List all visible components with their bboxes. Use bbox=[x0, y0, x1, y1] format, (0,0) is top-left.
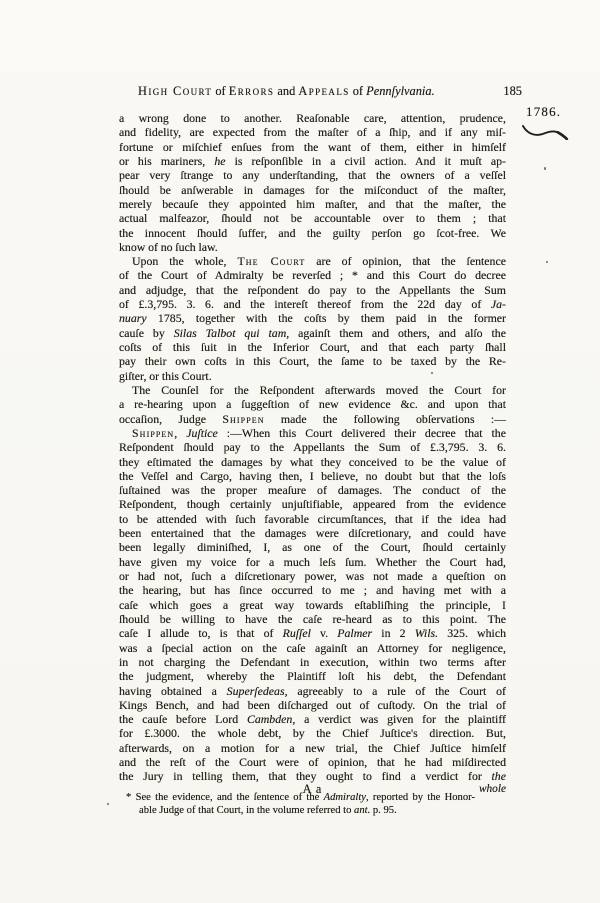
text-segment: the judgment, whereby the Plaintiff loſt his debt, the Defendant bbox=[119, 669, 506, 684]
text-line bbox=[119, 140, 506, 154]
text-line bbox=[119, 168, 506, 182]
text-segment: :—When this Court delivered their decree that the bbox=[217, 425, 506, 440]
text-segment: , bbox=[174, 425, 187, 440]
text-line bbox=[119, 226, 506, 240]
text-line bbox=[119, 641, 506, 655]
text-line bbox=[119, 483, 506, 497]
text-segment: in not charging the Defendant in execution, within two terms after bbox=[119, 654, 506, 669]
text-segment: Ja- bbox=[490, 297, 506, 312]
text-line bbox=[119, 369, 506, 383]
body-text bbox=[119, 111, 506, 784]
page-number: 185 bbox=[503, 84, 522, 98]
footnote-line bbox=[126, 805, 475, 818]
text-segment: fortune or miſchief enſues from the want of them, either in himſelf bbox=[119, 139, 506, 154]
text-line bbox=[119, 497, 506, 511]
text-segment: was a ſpecial action on the caſe againſt an Attorney for negligence, bbox=[119, 640, 506, 655]
text-segment: Reſpondent ſhould pay to the Appellants the Sum of £.3,795. 3. 6. bbox=[119, 440, 506, 455]
text-segment: The Counſel for the Reſpondent afterwards moved the Court for bbox=[132, 382, 506, 397]
paragraph bbox=[119, 426, 506, 784]
text-line bbox=[119, 698, 506, 712]
text-line bbox=[119, 583, 506, 597]
text-line bbox=[119, 125, 506, 139]
text-segment: they eſtimated the damages by what they conceived to be the value of bbox=[119, 454, 506, 469]
footnote bbox=[126, 792, 475, 817]
signature-mark: A a bbox=[302, 782, 323, 796]
text-segment: are of opinion, that the ſentence bbox=[305, 254, 506, 269]
text-segment: the Jury in telling them, that they ought to find a verdict for bbox=[119, 769, 492, 784]
text-segment: a re-hearing upon a ſuggeſtion of new evidence &c. and upon that bbox=[119, 397, 506, 412]
text-segment: caſe which goes a great way towards eſtabliſhing the principle, I bbox=[119, 597, 506, 612]
catchword: whole bbox=[479, 783, 506, 795]
text-segment: , a verdict was given for the plaintiff bbox=[292, 712, 506, 727]
text-segment: Cambden bbox=[246, 712, 293, 727]
paragraph bbox=[119, 254, 506, 383]
text-segment: 1785, together with the coſts by them paid in the former bbox=[146, 311, 506, 326]
print-speck bbox=[107, 803, 109, 805]
text-line bbox=[119, 183, 506, 197]
running-header bbox=[118, 84, 522, 98]
text-segment: is reſponſible in a civil action. And it muſt ap- bbox=[225, 153, 506, 168]
text-segment: Admiralty bbox=[323, 792, 366, 803]
text-line bbox=[119, 268, 506, 282]
text-segment: actual malfeazor, ſhould not be accountable over to them ; that bbox=[119, 211, 506, 226]
text-line bbox=[119, 197, 506, 211]
text-segment: ſuſtained was the proper meaſure of damages. The conduct of the bbox=[119, 483, 506, 498]
text-line bbox=[119, 283, 506, 297]
text-segment: the innocent ſhould ſuffer, and the guilty perſon go ſcot-free. We bbox=[119, 225, 506, 240]
text-segment: High Court bbox=[138, 84, 213, 98]
text-segment: coſts of this ſuit in the Inferior Court, and that each party ſhall bbox=[119, 340, 506, 354]
text-segment: able Judge of that Court, in the volume referred to bbox=[139, 804, 355, 816]
text-line bbox=[119, 669, 506, 683]
text-segment: having obtained a bbox=[119, 683, 227, 698]
print-speck bbox=[431, 372, 433, 374]
text-segment: made the following obſervations :— bbox=[264, 411, 506, 426]
text-segment: Juſtice bbox=[186, 425, 218, 440]
text-segment: , agreeably to a rule of the Court of bbox=[284, 683, 506, 698]
text-line bbox=[119, 440, 506, 454]
text-segment: Silas Talbot qui tam bbox=[173, 325, 287, 340]
text-segment: have given my voice for a much leſs ſum. Whether the Court had, bbox=[119, 554, 506, 569]
text-segment: 325. which bbox=[438, 626, 506, 641]
text-segment: Reſpondent, though certainly unjuſtifiable, appeared from the evidence bbox=[119, 497, 506, 512]
text-segment: p. 95. bbox=[370, 804, 397, 816]
text-line bbox=[119, 297, 506, 311]
text-segment: , reported by the Honor- bbox=[366, 792, 475, 803]
text-segment: pay their own coſts in this Court, the ſame to be taxed by the Re- bbox=[119, 354, 506, 369]
margin-brace-icon bbox=[521, 123, 571, 140]
text-segment: ſhould be anſwerable in damages for the miſconduct of the maſter, bbox=[119, 182, 506, 197]
text-line bbox=[119, 240, 506, 254]
text-line bbox=[119, 598, 506, 612]
text-line bbox=[119, 383, 506, 397]
text-segment: know of no ſuch law. bbox=[119, 239, 218, 254]
paragraph bbox=[119, 383, 506, 426]
text-segment: the bbox=[491, 769, 506, 784]
text-segment: Shippen bbox=[132, 425, 175, 440]
text-segment: ant. bbox=[354, 804, 371, 816]
text-line bbox=[119, 626, 506, 640]
text-segment: in 2 bbox=[372, 626, 415, 641]
text-segment: giſter, or this Court. bbox=[119, 368, 212, 383]
text-segment: the hearing, but has ſince occurred to me ; and having met with a bbox=[119, 583, 506, 598]
text-segment: , againſt them and others, and alſo the bbox=[286, 325, 506, 340]
text-line bbox=[119, 340, 506, 354]
text-segment: for £.3000. the whole debt, by the Chief Juſtice's direction. But, bbox=[119, 726, 506, 741]
text-segment: Appeals bbox=[298, 84, 350, 98]
header-title bbox=[118, 84, 435, 98]
text-segment: or his mariners, bbox=[119, 153, 215, 168]
text-line bbox=[119, 612, 506, 626]
print-speck bbox=[544, 167, 546, 170]
text-line bbox=[119, 211, 506, 225]
text-line bbox=[119, 684, 506, 698]
text-segment: merely becauſe they appointed him maſter, and that the maſter, the bbox=[119, 196, 506, 211]
text-line bbox=[119, 741, 506, 755]
text-segment: caſe I allude to, is that of bbox=[119, 626, 283, 641]
text-segment: pear very ſtrange to any underſtanding, that the owners of a veſſel bbox=[119, 168, 506, 183]
text-line bbox=[119, 326, 506, 340]
text-segment: Kings Bench, and had been diſcharged out of cuſtody. On the trial of bbox=[119, 697, 506, 712]
text-segment: or had not, ſuch a diſcretionary power, was not made a queſtion on bbox=[119, 569, 506, 583]
text-segment: of £.3,795. 3. 6. and the intereſt thereof from the 22d day of bbox=[119, 297, 491, 312]
text-segment: Pennſylvania. bbox=[366, 84, 435, 98]
text-segment: the Veſſel and Cargo, having then, I believe, no doubt but that the loſs bbox=[119, 468, 506, 483]
text-segment: nuary bbox=[119, 311, 147, 326]
print-speck bbox=[546, 261, 548, 263]
text-segment: of bbox=[349, 84, 367, 98]
text-line bbox=[119, 354, 506, 368]
text-line bbox=[119, 426, 506, 440]
text-segment: occaſion, Judge bbox=[119, 411, 223, 426]
text-segment: of the Court of Admiralty be reverſed ; * and this Court do decree bbox=[119, 268, 506, 283]
text-line bbox=[119, 540, 506, 554]
text-segment: afterwards, on a motion for a new trial, the Chief Juſtice himſelf bbox=[119, 740, 506, 755]
text-line bbox=[119, 455, 506, 469]
text-segment: to be attended with ſuch favorable circumſtances, that if the idea had bbox=[119, 511, 506, 526]
text-segment: and fidelity, are expected from the maſter of a ſhip, and if any miſ- bbox=[119, 125, 506, 140]
text-segment: Shippen bbox=[222, 411, 265, 426]
text-line bbox=[119, 712, 506, 726]
text-line bbox=[119, 569, 506, 583]
text-segment: and adjudge, that the reſpondent do pay to the Appellants the Sum bbox=[119, 282, 506, 297]
paragraph bbox=[119, 111, 506, 254]
text-segment: been legally diminiſhed, I, as one of the Court, ſhould certainly bbox=[119, 540, 506, 555]
text-segment: v. bbox=[310, 626, 338, 641]
text-segment: Ruſſel bbox=[282, 626, 311, 641]
text-segment: cauſe by bbox=[119, 325, 174, 340]
text-line bbox=[119, 154, 506, 168]
text-segment: Wils. bbox=[414, 626, 439, 641]
text-segment: he bbox=[214, 153, 226, 168]
text-segment: and bbox=[274, 84, 299, 98]
text-line bbox=[119, 526, 506, 540]
text-line bbox=[119, 512, 506, 526]
text-line bbox=[119, 655, 506, 669]
text-segment: Superſedeas bbox=[226, 683, 285, 698]
text-segment: * See the evidence, and the ſentence of the bbox=[126, 792, 324, 803]
text-segment: a wrong done to another. Reaſonable care, attention, prudence, bbox=[119, 111, 506, 125]
text-line bbox=[119, 726, 506, 740]
text-segment: Errors bbox=[228, 84, 275, 98]
text-segment: Palmer bbox=[337, 626, 373, 641]
text-segment: and the reſt of the Court were of opinion, that he had miſdirected bbox=[119, 755, 506, 770]
text-line bbox=[119, 469, 506, 483]
text-segment: the cauſe before Lord bbox=[119, 712, 247, 727]
text-line bbox=[119, 555, 506, 569]
text-segment: ſhould be willing to have the caſe re-heard as to this point. The bbox=[119, 611, 506, 626]
text-segment: Upon the whole, bbox=[132, 254, 238, 269]
text-segment: The Court bbox=[237, 254, 306, 269]
text-segment: been entertained that the damages were diſcretionary, and could have bbox=[119, 526, 506, 541]
text-line bbox=[119, 311, 506, 325]
margin-year-note: 1786. bbox=[526, 104, 562, 119]
footnote-line bbox=[126, 792, 475, 805]
text-segment: of bbox=[212, 84, 229, 98]
text-line bbox=[119, 254, 506, 268]
text-line bbox=[119, 412, 506, 426]
text-line bbox=[119, 111, 506, 125]
text-line bbox=[119, 755, 506, 769]
text-line bbox=[119, 397, 506, 411]
